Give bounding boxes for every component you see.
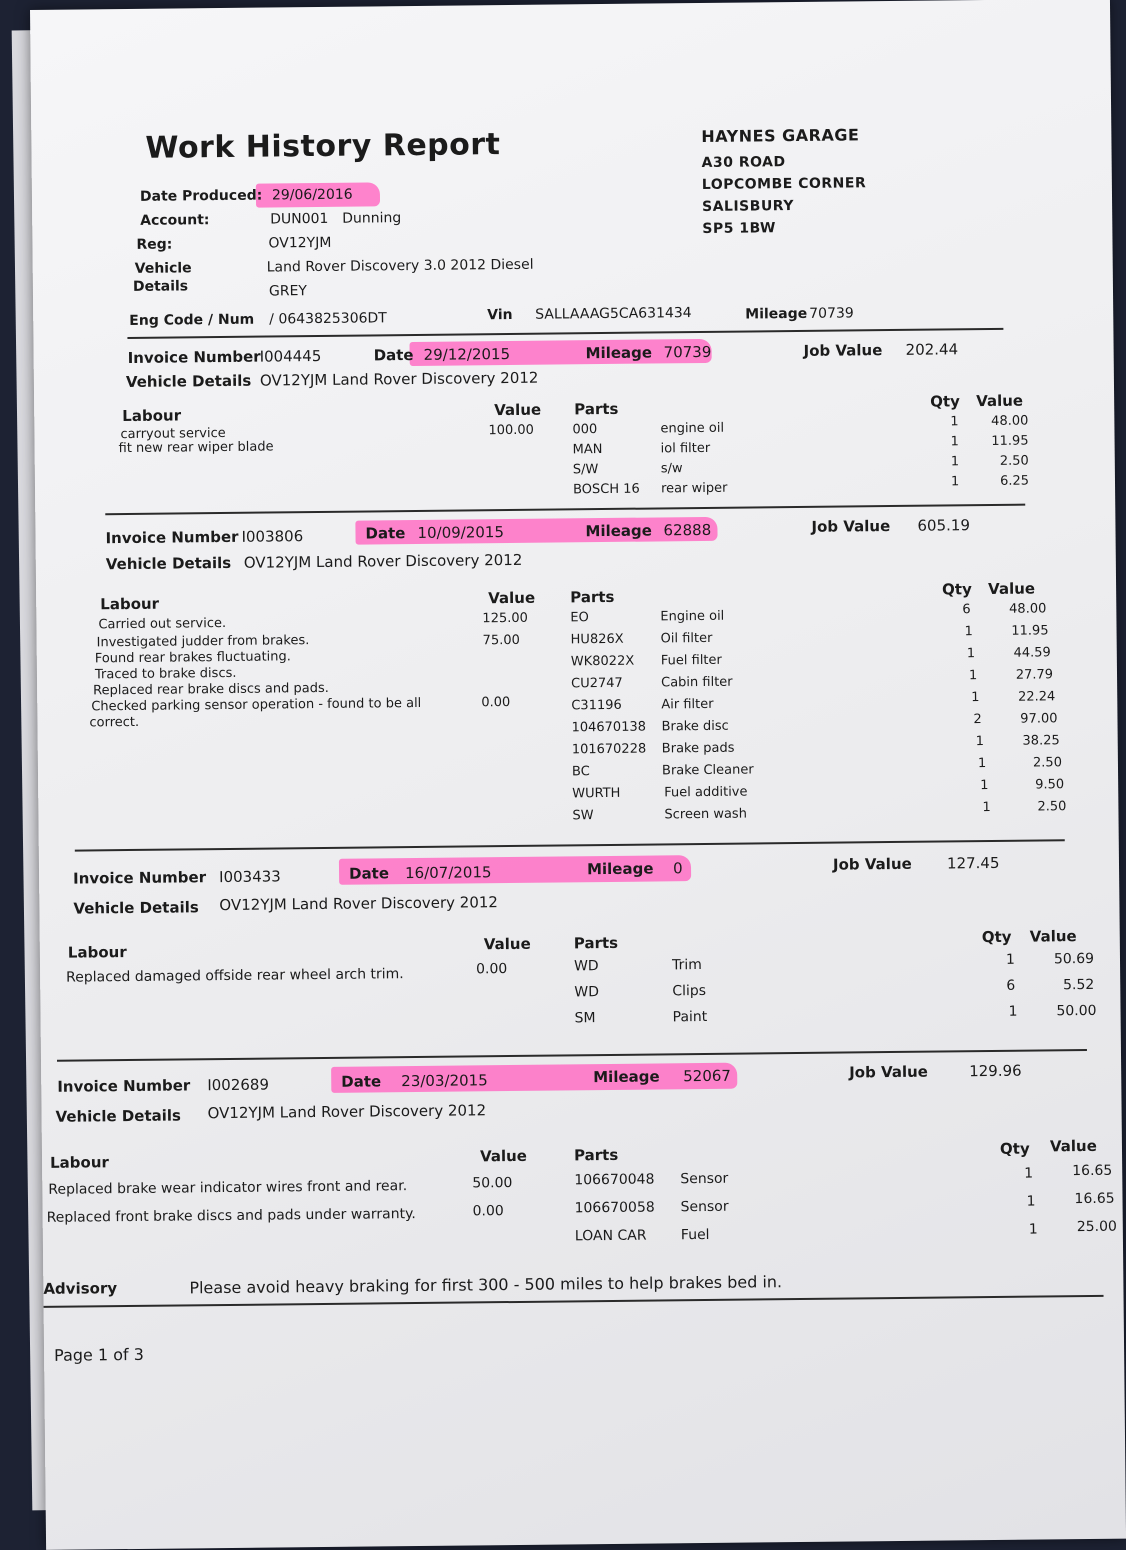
invoice-1-date-label: Date	[373, 346, 414, 365]
invoice-1-part-value-header: Value	[976, 391, 1024, 411]
invoice-1-vehicle: OV12YJM Land Rover Discovery 2012	[259, 368, 539, 390]
vehicle-description: Land Rover Discovery 3.0 2012 Diesel	[266, 256, 534, 276]
invoice-2-date-label: Date	[365, 524, 406, 543]
invoice-2-part-desc: Cabin filter	[661, 674, 733, 691]
invoice-3-part-value: 50.00	[1056, 1002, 1097, 1020]
invoice-2-vehicle: OV12YJM Land Rover Discovery 2012	[243, 550, 523, 572]
invoice-2-part-value: 2.50	[1037, 799, 1067, 815]
invoice-2-part-code: SW	[572, 808, 594, 824]
invoice-2-part-value: 44.59	[1013, 645, 1051, 661]
invoice-4-mileage-label: Mileage	[593, 1067, 660, 1087]
invoice-1-labour-line: fit new rear wiper blade	[118, 439, 274, 457]
invoice-4-value-header: Value	[479, 1146, 528, 1166]
invoice-4-date: 23/03/2015	[401, 1071, 488, 1091]
invoice-3-number-label: Invoice Number	[73, 868, 207, 888]
invoice-2-part-qty: 1	[982, 799, 991, 816]
invoice-1-labour-line: carryout service	[120, 425, 226, 443]
invoice-2-part-code: WK8022X	[570, 653, 635, 670]
invoice-2-labour-value: 75.00	[482, 632, 520, 649]
invoice-4-labour-header: Labour	[49, 1153, 109, 1172]
invoice-3-value-header: Value	[483, 934, 531, 954]
invoice-2-part-desc: Air filter	[661, 696, 714, 713]
invoice-4-job-value-label: Job Value	[849, 1062, 929, 1082]
reg-label: Reg:	[136, 236, 173, 253]
garage-address-line-1: A30 ROAD	[701, 154, 786, 171]
invoice-1-part-code: MAN	[572, 442, 603, 458]
date-produced-value: 29/06/2016	[271, 186, 353, 204]
invoice-2-part-code: EO	[570, 610, 589, 626]
invoice-2-labour-line: Found rear brakes fluctuating.	[94, 649, 291, 667]
invoice-4-part-desc: Sensor	[680, 1198, 729, 1216]
invoice-4-number: I002689	[207, 1075, 270, 1095]
invoice-1-vehicle-label: Vehicle Details	[125, 371, 252, 392]
invoice-4-qty-header: Qty	[999, 1139, 1030, 1158]
invoice-2-labour-line: Traced to brake discs.	[94, 665, 237, 683]
invoice-2-part-desc: Engine oil	[660, 608, 725, 625]
invoice-4-labour-value: 0.00	[472, 1203, 504, 1220]
invoice-1-job-value-label: Job Value	[803, 341, 883, 360]
invoice-1-part-desc: rear wiper	[660, 480, 728, 497]
invoice-3-part-value: 50.69	[1053, 950, 1095, 968]
invoice-2-part-qty: 1	[964, 624, 973, 640]
invoice-4-job-value: 129.96	[969, 1061, 1022, 1081]
invoice-3-mileage-label: Mileage	[586, 859, 654, 879]
invoice-4-highlight	[331, 1063, 737, 1093]
invoice-2-part-value-header: Value	[988, 579, 1036, 598]
invoice-3-labour-line: Replaced damaged offside rear wheel arch trim.	[66, 966, 404, 986]
advisory-text: Please avoid heavy braking for first 300 - 500 miles to help brakes bed in.	[189, 1272, 783, 1298]
invoice-3-part-desc: Clips	[672, 982, 707, 1000]
invoice-1-value-header: Value	[494, 400, 542, 420]
invoice-2-labour-line: Investigated judder from brakes.	[96, 633, 310, 651]
invoice-2-job-value-label: Job Value	[811, 517, 891, 536]
invoice-2-part-code: 104670138	[571, 719, 647, 736]
invoice-4-part-qty: 1	[1026, 1193, 1036, 1210]
invoice-2-part-desc: Screen wash	[664, 806, 747, 823]
invoice-4-number-label: Invoice Number	[57, 1076, 191, 1096]
invoice-2-number: I003806	[241, 527, 304, 546]
invoice-2-vehicle-label: Vehicle Details	[105, 553, 232, 574]
invoice-1-part-qty: 1	[950, 454, 960, 470]
invoice-4-part-qty: 1	[1028, 1221, 1038, 1238]
invoice-2-labour-line: correct.	[89, 714, 140, 731]
invoice-3-part-desc: Paint	[672, 1008, 708, 1026]
garage-name: HAYNES GARAGE	[701, 125, 860, 146]
vehicle-colour: GREY	[268, 283, 308, 300]
invoice-2-part-desc: Brake disc	[661, 718, 729, 735]
invoice-2-part-code: C31196	[571, 697, 622, 714]
invoice-4-part-value: 16.65	[1072, 1162, 1113, 1180]
invoice-3-part-value: 5.52	[1063, 976, 1095, 994]
vin-label: Vin	[487, 306, 513, 324]
invoice-1-part-desc: iol filter	[660, 440, 711, 457]
invoice-2-part-qty: 1	[980, 778, 989, 794]
invoice-4-vehicle-label: Vehicle Details	[55, 1106, 182, 1126]
invoice-2-part-value: 11.95	[1011, 623, 1049, 639]
invoice-3-part-desc: Trim	[671, 957, 702, 974]
invoice-2-labour-line: Checked parking sensor operation - found to be all	[91, 695, 422, 715]
invoice-1-mileage-label: Mileage	[585, 343, 653, 363]
account-label: Account:	[140, 212, 210, 229]
invoice-2-part-qty: 2	[973, 712, 982, 728]
invoice-2-part-qty: 1	[971, 690, 980, 706]
invoice-1-part-value: 6.25	[999, 473, 1030, 489]
garage-address-line-3: SALISBURY	[702, 198, 795, 215]
invoice-2-part-value: 2.50	[1032, 755, 1063, 771]
invoice-1-job-value: 202.44	[905, 340, 959, 359]
invoice-4-part-code: LOAN CAR	[574, 1227, 647, 1245]
invoice-1-parts-header: Parts	[574, 399, 619, 419]
invoice-4-parts-header: Parts	[573, 1145, 619, 1165]
page-number: Page 1 of 3	[53, 1344, 144, 1365]
invoice-1-number-label: Invoice Number	[127, 347, 261, 367]
vehicle-label-1: Vehicle	[134, 260, 192, 277]
invoice-3-date: 16/07/2015	[404, 863, 492, 883]
invoice-1-labour-value: 100.00	[488, 422, 535, 439]
date-produced-label: Date Produced:	[139, 187, 263, 205]
report-title: Work History Report	[145, 127, 501, 166]
invoice-1-mileage: 70739	[663, 342, 712, 362]
invoice-2-qty-header: Qty	[942, 580, 972, 599]
account-name: Dunning	[342, 210, 402, 227]
section-divider	[75, 839, 1065, 851]
invoice-2-parts-header: Parts	[570, 587, 615, 607]
header-mileage-value: 70739	[809, 305, 854, 322]
invoice-2-part-qty: 1	[977, 756, 987, 772]
invoice-3-job-value-label: Job Value	[832, 854, 912, 874]
vin-value: SALLAAAG5CA631434	[535, 305, 692, 323]
invoice-3-part-qty: 6	[1006, 977, 1016, 994]
reg-value: OV12YJM	[268, 234, 332, 252]
eng-code-value: / 0643825306DT	[269, 310, 387, 328]
invoice-4-part-desc: Sensor	[680, 1170, 729, 1188]
invoice-4-labour-value: 50.00	[472, 1175, 513, 1192]
invoice-2-part-code: BC	[571, 764, 590, 780]
invoice-4-mileage: 52067	[683, 1066, 732, 1086]
invoice-1-part-qty: 1	[950, 434, 959, 450]
invoice-4-vehicle: OV12YJM Land Rover Discovery 2012	[207, 1101, 487, 1123]
invoice-2-part-code: 101670228	[571, 741, 647, 758]
invoice-3-part-code: SM	[574, 1010, 596, 1027]
garage-address-line-2: LOPCOMBE CORNER	[701, 175, 867, 193]
account-code: DUN001	[270, 210, 329, 228]
section-divider	[127, 328, 1003, 339]
invoice-2-part-code: WURTH	[572, 785, 621, 802]
invoice-4-part-value: 16.65	[1074, 1190, 1115, 1208]
invoice-2-part-desc: Brake pads	[661, 740, 735, 757]
invoice-1-part-code: BOSCH 16	[572, 481, 640, 498]
advisory-label: Advisory	[43, 1279, 118, 1298]
invoice-3-date-label: Date	[348, 864, 390, 883]
invoice-2-labour-line: Replaced rear brake discs and pads.	[93, 680, 329, 699]
vehicle-label-2: Details	[132, 278, 189, 295]
invoice-4-part-value-header: Value	[1049, 1136, 1097, 1156]
invoice-3-part-code: WD	[574, 984, 600, 1001]
invoice-3-qty-header: Qty	[981, 927, 1012, 947]
invoice-1-part-desc: s/w	[660, 461, 683, 477]
invoice-3-part-value-header: Value	[1029, 927, 1077, 946]
invoice-4-part-code: 106670058	[574, 1199, 655, 1217]
invoice-4-labour-line: Replaced brake wear indicator wires front and rear.	[48, 1178, 408, 1198]
invoice-3-vehicle-label: Vehicle Details	[73, 898, 199, 918]
invoice-3-number: I003433	[218, 867, 281, 887]
invoice-4-part-code: 106670048	[574, 1171, 655, 1189]
invoice-1-labour-header: Labour	[122, 406, 182, 426]
invoice-2-part-desc: Fuel filter	[660, 652, 722, 669]
invoice-2-part-value: 27.79	[1015, 667, 1054, 683]
invoice-3-parts-header: Parts	[573, 933, 619, 953]
invoice-1-part-code: S/W	[572, 462, 599, 478]
invoice-2-part-desc: Brake Cleaner	[661, 762, 754, 779]
invoice-4-part-qty: 1	[1024, 1165, 1034, 1182]
invoice-2-part-code: HU826X	[570, 631, 624, 648]
eng-code-label: Eng Code / Num	[129, 311, 255, 329]
invoice-2-part-value: 97.00	[1020, 711, 1058, 727]
invoice-2-part-value: 22.24	[1017, 689, 1056, 705]
invoice-2-part-value: 48.00	[1009, 601, 1047, 617]
invoice-1-part-value: 2.50	[999, 453, 1029, 469]
invoice-2-mileage: 62888	[663, 520, 712, 540]
invoice-2-mileage-label: Mileage	[585, 521, 653, 541]
report-sheet	[30, 0, 1126, 1550]
section-divider	[105, 504, 1025, 516]
invoice-3-job-value: 127.45	[946, 853, 1000, 873]
invoice-3-mileage: 0	[672, 859, 683, 878]
invoice-2-part-qty: 1	[968, 668, 978, 684]
section-divider	[57, 1049, 1087, 1062]
garage-address-line-4: SP5 1BW	[702, 220, 776, 237]
invoice-2-labour-value: 0.00	[481, 695, 511, 711]
invoice-2-part-qty: 6	[962, 602, 971, 618]
invoice-4-date-label: Date	[341, 1072, 382, 1091]
invoice-1-part-qty: 1	[950, 474, 960, 490]
invoice-2-part-qty: 1	[966, 646, 976, 662]
invoice-3-part-code: WD	[573, 958, 599, 975]
invoice-1-date: 29/12/2015	[423, 344, 511, 364]
invoice-2-part-desc: Fuel additive	[664, 784, 748, 801]
invoice-2-labour-header: Labour	[100, 594, 160, 614]
invoice-1-part-desc: engine oil	[660, 420, 725, 437]
invoice-2-labour-line: Carried out service.	[98, 615, 227, 633]
invoice-2-value-header: Value	[488, 588, 536, 608]
invoice-4-part-value: 25.00	[1076, 1218, 1117, 1236]
invoice-3-part-qty: 1	[1005, 951, 1016, 968]
invoice-3-labour-header: Labour	[67, 943, 127, 962]
invoice-1-part-qty: 1	[950, 414, 959, 430]
invoice-3-part-qty: 1	[1008, 1003, 1018, 1020]
invoice-1-qty-header: Qty	[930, 392, 960, 411]
invoice-2-part-qty: 1	[975, 734, 985, 750]
invoice-3-labour-value: 0.00	[475, 961, 508, 978]
invoice-1-part-value: 11.95	[991, 433, 1029, 449]
invoice-4-part-desc: Fuel	[680, 1226, 710, 1244]
invoice-2-labour-value: 125.00	[482, 610, 528, 627]
header-mileage-label: Mileage	[745, 305, 808, 323]
invoice-2-part-code: CU2747	[571, 675, 623, 692]
invoice-2-job-value: 605.19	[917, 516, 971, 535]
invoice-2-date: 10/09/2015	[417, 523, 505, 542]
invoice-1-number: I004445	[259, 346, 322, 366]
invoice-4-labour-line: Replaced front brake discs and pads under warranty.	[46, 1206, 416, 1226]
invoice-2-number-label: Invoice Number	[105, 527, 239, 548]
invoice-3-vehicle: OV12YJM Land Rover Discovery 2012	[219, 893, 499, 915]
invoice-2-part-value: 38.25	[1022, 733, 1060, 749]
invoice-2-part-desc: Oil filter	[660, 630, 713, 647]
invoice-1-part-code: 000	[572, 422, 598, 438]
invoice-2-part-value: 9.50	[1035, 777, 1065, 793]
invoice-1-part-value: 48.00	[991, 413, 1029, 429]
